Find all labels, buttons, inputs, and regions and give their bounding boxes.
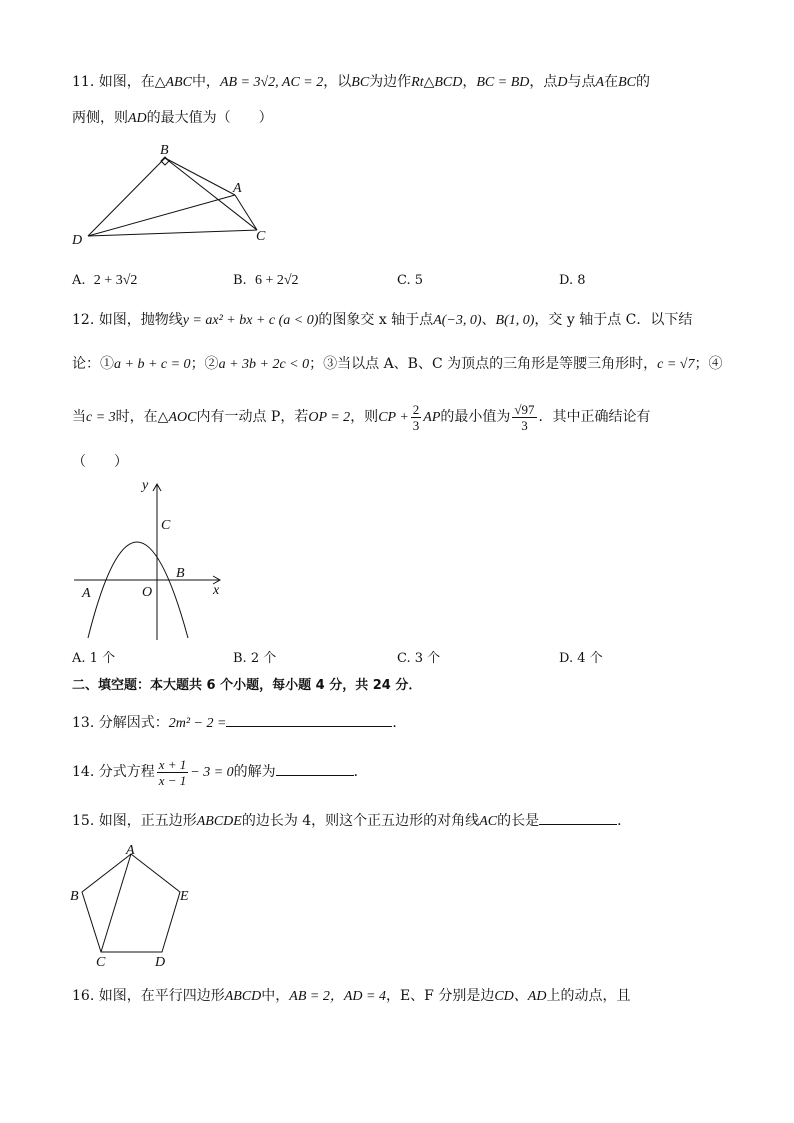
q11-bc: BC [351,75,370,90]
q11-edge-da [88,195,235,236]
q12-paren: （ ） [72,454,128,470]
q16-text: ，E、F 分别是边 [385,988,495,1004]
q15-label-c: C [96,955,106,970]
q12-text: 论：① [72,356,114,372]
q12-fraction-num: 2 [412,401,420,417]
q11-text: ，点 [529,74,558,90]
q12-text: 当 [72,409,86,425]
q12-text: ．其中正确结论有 [538,409,651,425]
q12-point-a: A(−3, 0) [433,313,482,328]
q14-equation-rest: − 3 = 0 [190,765,234,780]
q11-label-b: B [160,143,169,158]
q16-text: 中， [261,988,290,1004]
q12-option-b-label: B. [233,651,247,666]
q15-pentagon [82,854,180,952]
q16-parallelogram-name: ABCD [224,989,262,1004]
q11-text: 在 [604,74,619,90]
q12-label-a: A [82,586,91,601]
q15-text: 的边长为 4，则这个正五边形的对角线 [241,813,480,829]
q15-pentagon-figure [68,840,198,970]
q12-parabola-curve [88,542,188,638]
q11-given: AB = 3√2, AC = 2 [219,75,324,90]
q12-line3 [72,400,651,435]
q15-line [72,810,631,832]
q15-text: 的长是 [497,813,540,829]
q14-text: ． [353,764,368,780]
q12-option-c-label: C. [397,651,411,666]
q12-parabola: y = ax² + bx + c (a < 0) [182,313,319,328]
q16-given: AB = 2，AD = 4 [289,989,386,1004]
q12-conclusion-1: a + b + c = 0 [114,357,191,372]
q11-point-d: D [557,75,568,90]
q12-text: 的图象交 x 轴于点 [318,312,434,328]
q13-text: ． [392,715,407,731]
q11-text: 为边作 [369,74,412,90]
q11-point-a: A [595,75,605,90]
q11-label-c: C [256,229,266,244]
q12-ap: AP [423,410,441,425]
q11-label-a: A [233,181,242,196]
q11-edge-dc [88,230,257,236]
q12-fraction-2-3 [411,402,422,433]
q15-ac: AC [479,814,498,829]
q12-cp: CP + [378,410,409,425]
q11-option-b [233,272,299,290]
q11-triangle-figure [70,140,280,250]
q15-label-b: B [70,889,79,904]
q15-answer-blank[interactable] [539,810,617,825]
q11-text: 如图，在 [98,74,155,90]
q11-label-d: D [72,233,83,248]
q11-text: 中， [191,74,220,90]
q12-option-a-value: 1 个 [89,651,116,666]
q11-line1 [72,72,650,93]
section-heading-fill-in: 二、填空题：本大题共 6 个小题，每小题 4 分，共 24 分． [72,678,422,693]
q12-option-b [233,650,276,668]
q12-text: 如图，抛物线 [98,312,183,328]
q15-label-a: A [126,843,135,858]
q15-label-e: E [180,889,189,904]
q13-expression: 2m² − 2 = [168,716,227,731]
q12-option-d [559,650,603,668]
q11-edge-bc [165,158,257,230]
q16-text: 如图，在平行四边形 [98,988,225,1004]
q12-op: OP = 2 [308,410,351,425]
q11-bc: BC [618,75,636,90]
q14-answer-blank[interactable] [276,761,354,776]
q14-fraction [157,757,189,788]
q12-text: ；④ [694,356,723,372]
q12-number: 12. [72,312,95,328]
q11-option-d-label: D. [559,273,574,288]
q11-option-a [72,272,137,290]
q11-option-d-value: 8 [577,273,586,288]
q12-option-b-value: 2 个 [250,651,277,666]
q11-text: ，以 [323,74,352,90]
q13-text: 分解因式： [98,715,169,731]
q12-min-num: √97 [514,401,535,417]
q12-option-a-label: A. [72,651,86,666]
q11-edge-bd [88,158,165,236]
q11-option-d [559,272,586,290]
q12-label-o: O [142,585,153,600]
q12-text: 内有一动点 P，若 [196,409,309,425]
q16-text: 上的动点，且 [546,988,631,1004]
q12-conclusion-2: a + 3b + 2c < 0 [218,357,310,372]
q13-number: 13. [72,715,95,731]
q11-option-b-label: B. [233,273,247,288]
q11-edge-ac [235,195,257,230]
q15-number: 15. [72,813,95,829]
q14-line [72,754,368,791]
q14-denominator: x − 1 [158,772,187,788]
q12-text: ，交 y 轴于点 C．以下结 [534,312,693,328]
q12-text: 的最小值为 [440,409,511,425]
q12-label-x: x [213,583,220,598]
q11-rt-bcd: Rt△BCD [411,75,463,90]
q15-label-d: D [155,955,166,970]
q12-text: 时，在 [115,409,158,425]
q12-text: ；② [190,356,219,372]
q11-line2 [72,108,273,129]
q13-line [72,712,406,734]
q12-text: ；③当以点 A、B、C 为顶点的三角形是等腰三角形时， [309,356,658,372]
q12-triangle-aoc: △AOC [157,410,197,425]
q15-text: ． [617,813,632,829]
q12-label-c: C [161,518,171,533]
q12-min-value [512,402,536,433]
q12-c-eq-3: c = 3 [86,410,116,425]
q11-option-c [397,272,423,290]
q12-label-b: B [176,566,185,581]
q11-option-a-label: A. [72,273,86,288]
q11-bc-eq-bd: BC = BD [476,75,530,90]
q12-option-c [397,650,440,668]
q11-option-c-label: C. [397,273,411,288]
q14-text: 分式方程 [98,764,155,780]
q11-edge-ba [165,158,235,195]
q16-number: 16. [72,988,95,1004]
q12-fraction-den: 3 [412,417,420,433]
q15-text: 如图，正五边形 [98,813,197,829]
q12-label-y: y [142,478,149,493]
q12-option-c-value: 3 个 [414,651,441,666]
q12-option-d-value: 4 个 [577,651,603,666]
q11-option-a-value: 2 + 3√2 [93,273,138,288]
q11-number: 11. [72,74,95,90]
q12-text: 、 [481,312,496,328]
q12-min-den: 3 [521,417,528,433]
q14-text: 的解为 [233,764,276,780]
q13-answer-blank[interactable] [226,712,392,727]
q11-text: 的 [635,74,650,90]
q11-option-b-value: 6 + 2√2 [254,273,299,288]
q15-pentagon-name: ABCDE [196,814,242,829]
q16-edges: CD、AD [494,989,547,1004]
q12-text: ，则 [350,409,379,425]
q14-number: 14. [72,764,95,780]
q11-text: 的最大值为（ ） [146,110,273,126]
q12-conclusion-3: c = √7 [657,357,695,372]
q15-diagonal-ac [101,854,131,952]
q11-text: 与点 [567,74,596,90]
q14-numerator: x + 1 [158,756,187,772]
q12-option-a [72,650,115,668]
q11-text: ， [462,74,477,90]
q11-ad: AD [128,111,147,126]
q16-line [72,986,630,1007]
q12-option-d-label: D. [559,651,574,666]
q12-point-b: B(1, 0) [495,313,535,328]
q12-line2 [72,354,723,375]
q12-line1 [72,310,692,331]
q11-option-c-value: 5 [414,273,424,288]
q11-text: 两侧，则 [72,110,128,126]
q11-triangle-abc: △ABC [154,75,192,90]
q12-parabola-figure [70,472,230,644]
